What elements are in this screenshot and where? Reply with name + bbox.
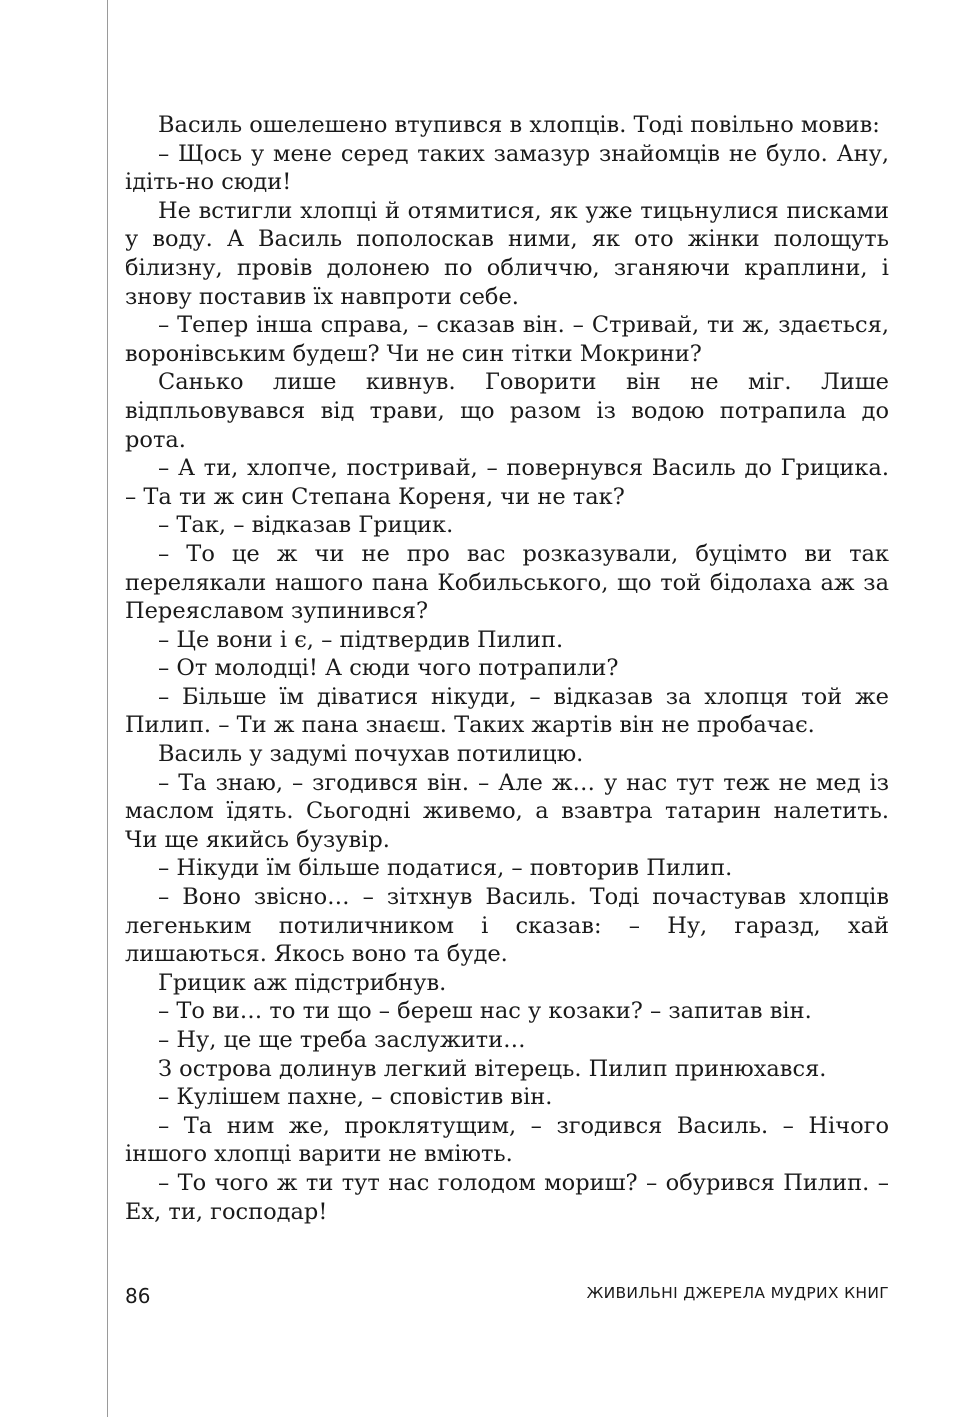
paragraph: – А ти, хлопче, постривай, – повернувся Василь до Грицика. – Та ти ж син Степана Кореня, чи не так? [125,455,889,510]
paragraph: Василь ошелешено втупився в хлопців. Тоді повільно мовив: [158,112,880,138]
paragraph: – Тепер інша справа, – сказав він. – Стривай, ти ж, здається, воронівським будеш? Чи не син тітки Мокрини? [125,312,889,367]
page-number: 86 [125,1284,151,1308]
paragraph: – Кулішем пахне, – сповістив він. [158,1084,553,1111]
paragraph: Не встигли хлопці й отямитися, як уже тицьнулися писками у воду. А Василь пополоскав ними, як ото жінки полощуть білизну, провів долонею по обличчю, зганяючи краплини, і знову поставив їх навпроти себе. [125,197,889,310]
body-text [125,111,889,1226]
paragraph: Санько лише кивнув. Говорити він не міг. Лише відпльовувався від трави, що разом із водою потрапила до рота. [125,369,889,453]
paragraph: – Ну, це ще треба заслужити… [158,1027,526,1053]
paragraph: З острова долинув легкий вітерець. Пилип принюхався. [158,1055,827,1082]
paragraph: – Та ним же, проклятущим, – згодився Василь. – Нічого іншого хлопці варити не вміють. [125,1112,889,1168]
paragraph: Василь у задумі почухав потилицю. [158,741,584,768]
paragraph: – Воно звісно… – зітхнув Василь. Тоді почастував хлопців легеньким потиличником і сказав: – Ну, гаразд, хай лишаються. Якось воно та буде. [125,884,889,968]
paragraph: – То це ж чи не про вас розказували, буцімто ви так перелякали нашого пана Кобильського, що той бідолаха аж за Переяславом зупинився? [125,540,889,625]
paragraph: Грицик аж підстрибнув. [158,969,447,996]
paragraph: – Більше їм діватися нікуди, – відказав за хлопця той же Пилип. – Ти ж пана знаєш. Таких жартів він не пробачає. [125,683,889,739]
paragraph: – То ви… то ти що – береш нас у козаки? – запитав він. [158,998,812,1025]
paragraph: – Нікуди їм більше податися, – повторив Пилип. [158,855,733,882]
paragraph: – Та знаю, – згодився він. – Але ж… у нас тут теж не мед із маслом їдять. Сьогодні живемо, а взавтра татарин налетить. Чи ще якийсь бузувір. [125,769,889,853]
paragraph: – Так, – відказав Грицик. [158,512,454,539]
paragraph: – То чого ж ти тут нас голодом мориш? – обурився Пилип. – Ех, ти, господар! [125,1169,889,1225]
running-footer-title: ЖИВИЛЬНІ ДЖЕРЕЛА МУДРИХ КНИГ [586,1284,889,1302]
paragraph: – Щось у мене серед таких замазур знайомців не було. Ану, ідіть-но сюди! [125,140,889,196]
binding-line [107,0,108,1417]
paragraph: – Це вони і є, – підтвердив Пилип. [158,626,564,653]
paragraph: – От молодці! А сюди чого потрапили? [158,655,619,682]
